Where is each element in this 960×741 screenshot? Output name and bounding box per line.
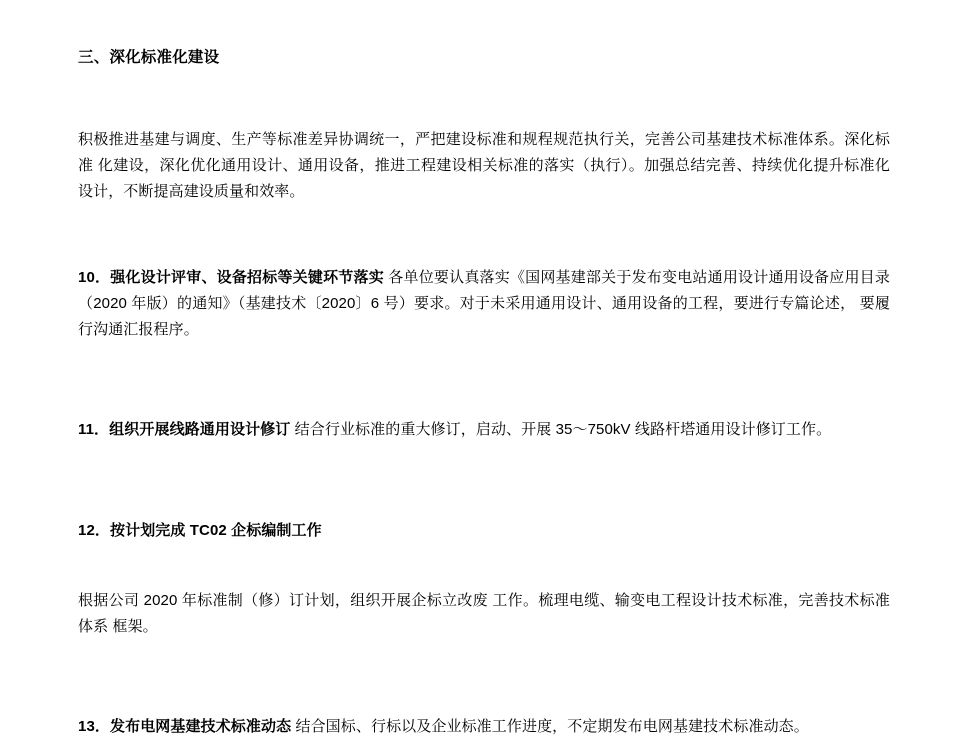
list-item-detail: 根据公司 2020 年标准制（修）订计划，组织开展企标立改废 工作。梳理电缆、输变电工程设计技术标准，完善技术标准体系 框架。 — [78, 591, 890, 636]
spacer — [78, 655, 890, 699]
item-title: 发布电网基建技术标准动态 — [110, 718, 292, 736]
spacer — [78, 71, 890, 127]
list-item — [78, 265, 890, 344]
item-number: 11． — [78, 421, 110, 439]
item-number: 12． — [78, 521, 110, 539]
spacer — [78, 559, 890, 573]
spacer — [78, 206, 890, 250]
page-title: 三、深化标准化建设 — [78, 49, 220, 66]
intro-paragraph: 积极推进基建与调度、生产等标准差异协调统一，严把建设标准和规程规范执行关，完善公司基建技术标准体系。深化标准 化建设，深化优化通用设计、通用设备，推进工程建设相关标准的落实（执行）。加强总结完善、持续优化提升标准化设计，不断提高建设质量和效率。 — [78, 130, 890, 201]
spacer — [78, 358, 890, 402]
item-title: 组织开展线路通用设计修订 — [109, 421, 291, 439]
item-number: 13． — [78, 718, 110, 736]
list-item — [78, 518, 890, 544]
list-item — [78, 417, 890, 443]
item-title: 按计划完成 TC02 企标编制工作 — [110, 521, 322, 539]
item-body: 结合国标、行标以及企业标准工作进度，不定期发布电网基建技术标准动态。 — [291, 718, 809, 736]
item-title: 强化设计评审、设备招标等关键环节落实 — [110, 268, 384, 286]
list-item — [78, 714, 890, 740]
item-body: 各单位要认真落实《国网基建部关于发布变电站通用设计通用设备应用目录（2020 年版）的通知》（基建技术〔2020〕6 号）要求。对于未采用通用设计、通用设备的工程，要进行专篇论述， 要履行沟通汇报程序。 — [78, 268, 890, 339]
item-body: 结合行业标准的重大修订，启动、开展 35～750kV 线路杆塔通用设计修订工作。 — [290, 421, 832, 439]
item-number: 10． — [78, 268, 111, 286]
spacer — [78, 459, 890, 503]
